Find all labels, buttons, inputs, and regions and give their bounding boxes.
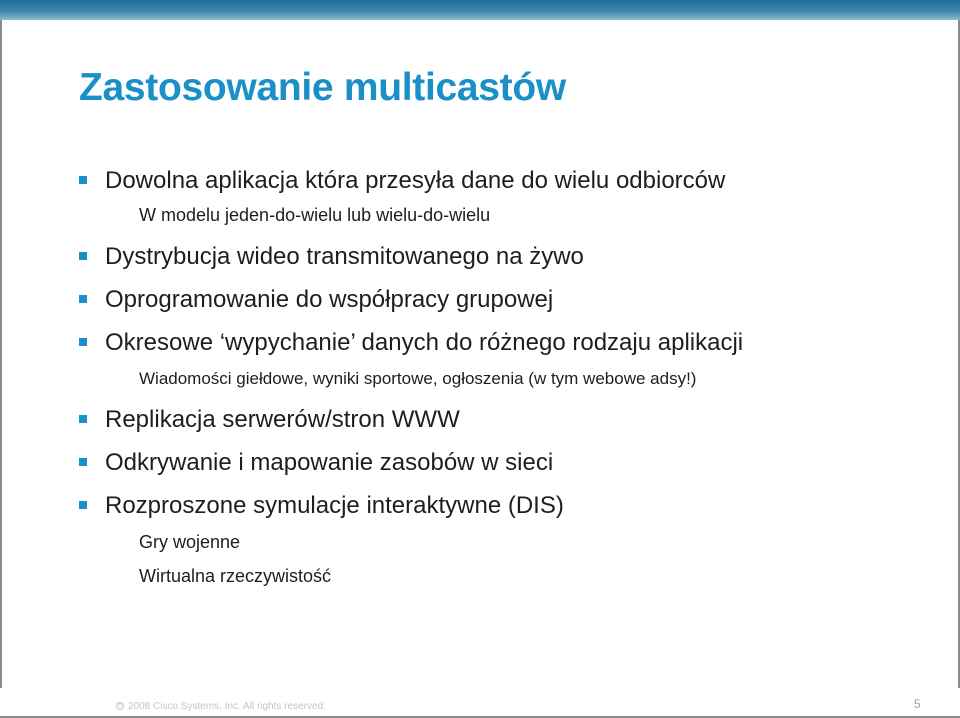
bullet-text: Oprogramowanie do współpracy grupowej (105, 286, 554, 313)
slide-title: Zastosowanie multicastów (79, 66, 566, 109)
copyright-icon: © (117, 703, 123, 709)
left-frame-border (0, 20, 2, 718)
square-bullet-icon (79, 252, 87, 260)
square-bullet-icon (79, 458, 87, 466)
footer-copyright: 2008 Cisco Systems, Inc. All rights reserved. (128, 701, 326, 712)
sub-bullet-item: Gry wojenne (139, 532, 241, 552)
bullet-text: Rozproszone symulacje interaktywne (DIS) (105, 492, 564, 519)
square-bullet-icon (79, 338, 87, 346)
square-bullet-icon (79, 415, 87, 423)
bullet-text: Odkrywanie i mapowanie zasobów w sieci (105, 449, 554, 476)
top-header-band (0, 0, 960, 20)
sub-bullet-item: Wiadomości giełdowe, wyniki sportowe, ogłoszenia (w tym webowe adsy!) (139, 369, 697, 388)
sub-bullet-item: Wirtualna rzeczywistość (139, 566, 332, 586)
bullet-text: Dowolna aplikacja która przesyła dane do wielu odbiorców (105, 167, 726, 194)
bullet-text: Replikacja serwerów/stron WWW (105, 406, 460, 433)
bullet-text: Okresowe ‘wypychanie’ danych do różnego rodzaju aplikacji (105, 329, 744, 356)
page-number: 5 (914, 697, 921, 711)
square-bullet-icon (79, 295, 87, 303)
bullet-text: Dystrybucja wideo transmitowanego na żywo (105, 243, 584, 270)
sub-bullet-item: W modelu jeden-do-wielu lub wielu-do-wielu (139, 205, 491, 225)
square-bullet-icon (79, 501, 87, 509)
square-bullet-icon (79, 176, 87, 184)
